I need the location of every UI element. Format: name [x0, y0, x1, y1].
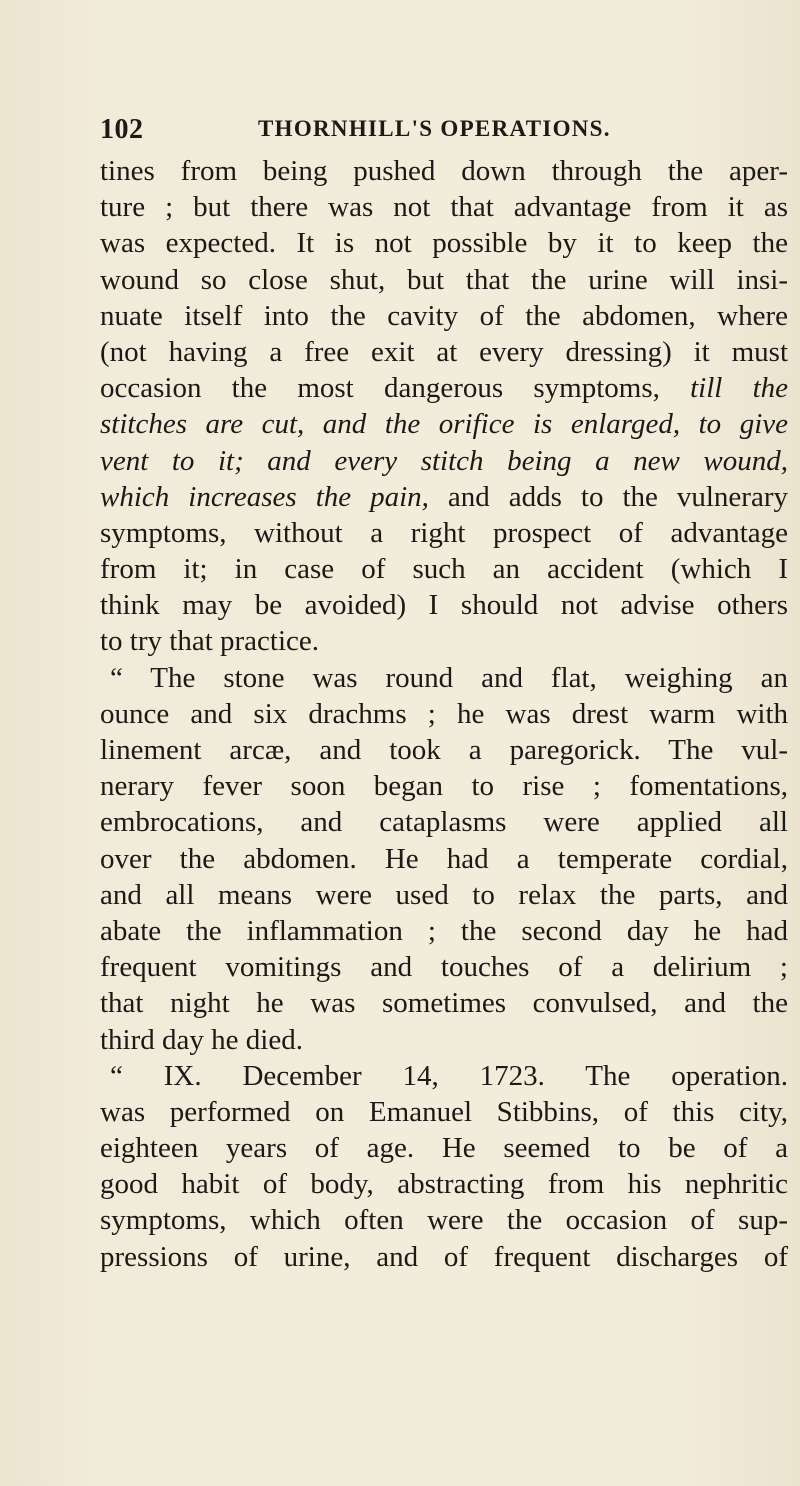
text-line [100, 877, 788, 913]
text-line [100, 732, 788, 768]
text-segment: occasion the most dangerous symptoms, [100, 372, 691, 405]
text-segment: “ IX. December 14, 1723. The operation. [110, 1059, 788, 1092]
text-segment: think may be avoided) I should not advise others [100, 589, 788, 622]
text-segment: frequent vomitings and touches of a delirium ; [100, 951, 788, 984]
text-line [100, 334, 788, 370]
body-text [100, 153, 788, 1275]
text-segment: pressions of urine, and of frequent discharges of [100, 1240, 788, 1273]
text-segment: nerary fever soon began to rise ; fomentations, [100, 770, 788, 803]
italic-text-segment: till the [690, 372, 788, 405]
running-head: THORNHILL'S OPERATIONS. [258, 116, 611, 141]
text-line [100, 587, 788, 623]
text-line [100, 841, 788, 877]
text-line [100, 768, 788, 804]
text-segment: was expected. It is not possible by it to keep the [100, 227, 788, 260]
page-number: 102 [100, 114, 144, 145]
text-segment: from it; in case of such an accident (which I [100, 553, 788, 586]
text-segment: eighteen years of age. He seemed to be of a [100, 1132, 788, 1165]
text-line [100, 406, 788, 442]
text-segment: good habit of body, abstracting from his nephritic [100, 1168, 788, 1201]
text-line [100, 1202, 788, 1238]
text-line [100, 913, 788, 949]
text-line [100, 479, 788, 515]
text-segment: symptoms, without a right prospect of advantage [100, 516, 788, 549]
italic-text-segment: stitches are cut, and the orifice is enlarged, to give [100, 408, 788, 441]
italic-text-segment: which increases the pain, [100, 480, 429, 513]
text-segment: that night he was sometimes convulsed, and the [100, 987, 788, 1020]
text-segment: ounce and six drachms ; he was drest warm with [100, 697, 788, 730]
text-segment: was performed on Emanuel Stibbins, of this city, [100, 1095, 788, 1128]
text-line [100, 696, 788, 732]
text-line [100, 1166, 788, 1202]
text-line [100, 804, 788, 840]
text-line [100, 1094, 788, 1130]
text-segment: “ The stone was round and flat, weighing an [110, 661, 788, 694]
text-segment: ture ; but there was not that advantage from it as [100, 191, 788, 224]
text-segment: third day he died. [100, 1023, 303, 1056]
text-line [100, 1130, 788, 1166]
text-line [100, 225, 788, 261]
text-line [100, 551, 788, 587]
text-line [100, 1058, 788, 1094]
text-line [100, 1022, 788, 1058]
text-line [100, 153, 788, 189]
text-line [100, 949, 788, 985]
text-segment: tines from being pushed down through the aper- [100, 155, 788, 187]
text-line [100, 985, 788, 1021]
text-line [100, 623, 788, 659]
text-line [100, 189, 788, 225]
text-segment: linement arcæ, and took a paregorick. The vul- [100, 734, 788, 766]
text-segment: abate the inflammation ; the second day he had [100, 914, 788, 947]
text-line [100, 262, 788, 298]
text-segment: embrocations, and cataplasms were applied all [100, 806, 788, 839]
text-line [100, 443, 788, 479]
text-line [100, 660, 788, 696]
text-line [100, 1239, 788, 1275]
text-segment: to try that practice. [100, 625, 320, 658]
page-header [100, 114, 760, 154]
text-segment: nuate itself into the cavity of the abdomen, where [100, 299, 788, 332]
italic-text-segment: vent to it; and every stitch being a new wound, [100, 444, 788, 477]
text-line [100, 515, 788, 551]
text-segment: and adds to the vulnerary [428, 480, 788, 513]
text-segment: and all means were used to relax the parts, and [100, 878, 788, 911]
text-line [100, 370, 788, 406]
text-segment: symptoms, which often were the occasion of sup- [100, 1204, 788, 1237]
text-segment: wound so close shut, but that the urine will insi- [100, 263, 788, 296]
text-segment: over the abdomen. He had a temperate cordial, [100, 842, 788, 875]
text-segment: (not having a free exit at every dressing) it must [100, 335, 788, 368]
text-line [100, 298, 788, 334]
